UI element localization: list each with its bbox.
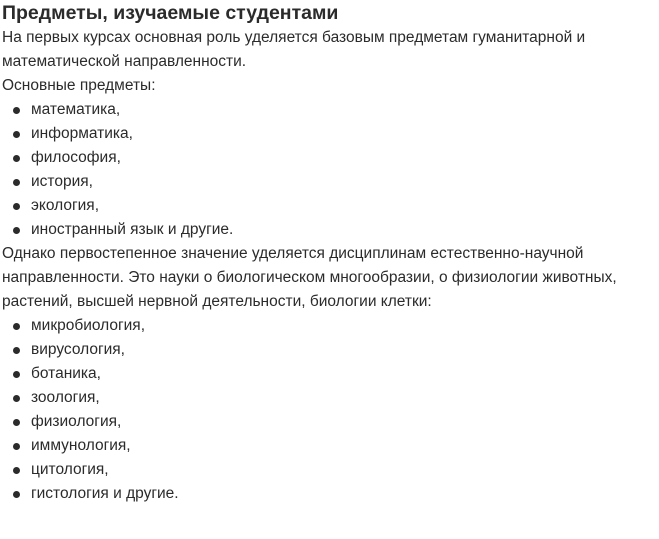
list-item-text: ботаника, bbox=[31, 365, 101, 382]
list-item bbox=[2, 482, 659, 506]
list-item bbox=[2, 362, 659, 386]
list-item bbox=[2, 170, 659, 194]
list-item-text: цитология, bbox=[31, 461, 109, 478]
list-item bbox=[2, 386, 659, 410]
list-item-text: информатика, bbox=[31, 125, 133, 142]
bullet-icon bbox=[13, 155, 20, 162]
list-item-text: микробиология, bbox=[31, 317, 146, 334]
list-item bbox=[2, 434, 659, 458]
list-item bbox=[2, 122, 659, 146]
list-item-text: физиология, bbox=[31, 413, 122, 430]
list-item bbox=[2, 146, 659, 170]
list-item-text: иммунология, bbox=[31, 437, 131, 454]
natural-sciences-paragraph bbox=[2, 242, 659, 314]
bullet-icon bbox=[13, 227, 20, 234]
bullet-icon bbox=[13, 467, 20, 474]
list-item-text: экология, bbox=[31, 197, 99, 214]
list-item-text: зоология, bbox=[31, 389, 100, 406]
intro-line-2: математической направленности. bbox=[2, 53, 247, 70]
list-item-text: история, bbox=[31, 173, 93, 190]
bullet-icon bbox=[13, 347, 20, 354]
bullet-icon bbox=[13, 491, 20, 498]
list-item bbox=[2, 410, 659, 434]
list-item bbox=[2, 218, 659, 242]
natural-line-3: растений, высшей нервной деятельности, биологии клетки: bbox=[2, 293, 432, 310]
list-item bbox=[2, 338, 659, 362]
bullet-icon bbox=[13, 419, 20, 426]
natural-subjects-list bbox=[2, 314, 659, 506]
bullet-icon bbox=[13, 179, 20, 186]
bullet-icon bbox=[13, 443, 20, 450]
section-heading: Предметы, изучаемые студентами bbox=[2, 2, 339, 24]
intro-line-1: На первых курсах основная роль уделяется базовым предметам гуманитарной и bbox=[2, 29, 586, 46]
bullet-icon bbox=[13, 107, 20, 114]
intro-paragraph bbox=[2, 26, 659, 74]
list-item-text: иностранный язык и другие. bbox=[31, 221, 234, 238]
natural-line-2: направленности. Это науки о биологическом многообразии, о физиологии животных, bbox=[2, 269, 617, 286]
basic-subjects-label: Основные предметы: bbox=[2, 77, 156, 94]
bullet-icon bbox=[13, 323, 20, 330]
list-item-text: вирусология, bbox=[31, 341, 125, 358]
basic-subjects-list bbox=[2, 98, 659, 242]
list-item bbox=[2, 314, 659, 338]
list-item bbox=[2, 194, 659, 218]
natural-line-1: Однако первостепенное значение уделяется дисциплинам естественно-научной bbox=[2, 245, 584, 262]
bullet-icon bbox=[13, 131, 20, 138]
bullet-icon bbox=[13, 371, 20, 378]
list-item bbox=[2, 98, 659, 122]
list-item-text: математика, bbox=[31, 101, 121, 118]
bullet-icon bbox=[13, 203, 20, 210]
list-item-text: философия, bbox=[31, 149, 121, 166]
list-item bbox=[2, 458, 659, 482]
list-item-text: гистология и другие. bbox=[31, 485, 179, 502]
bullet-icon bbox=[13, 395, 20, 402]
